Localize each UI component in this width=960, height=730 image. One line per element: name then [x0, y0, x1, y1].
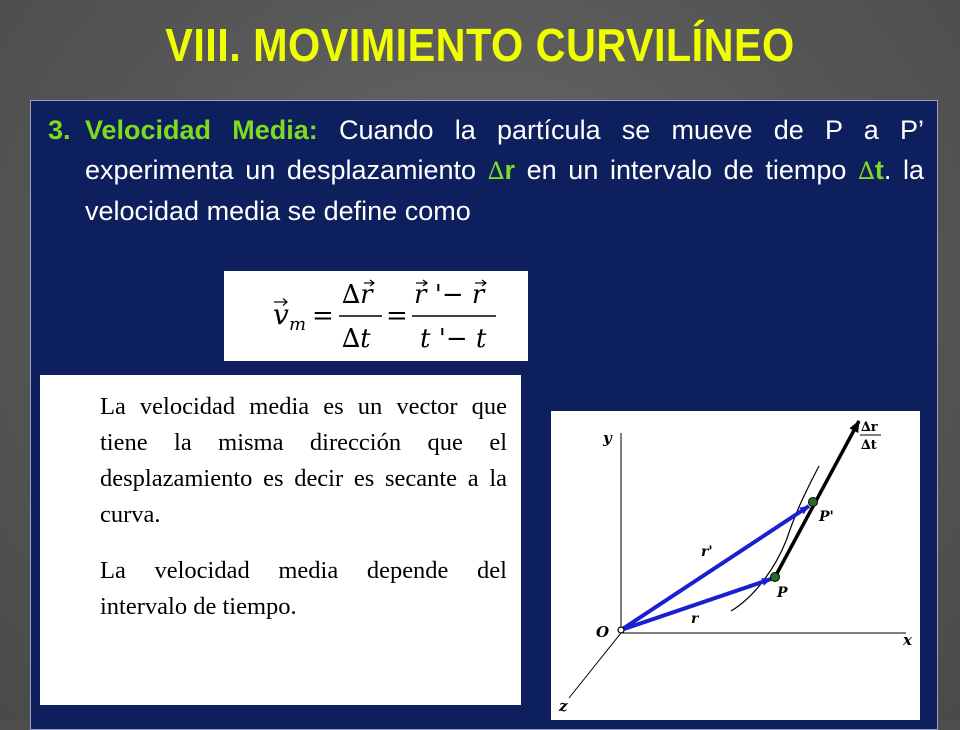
label-origin: O: [596, 623, 610, 641]
delta-t-symbol: ∆t: [858, 155, 884, 185]
formula-frac2-denominator: t '− t: [420, 324, 487, 354]
label-r-prime: r': [701, 544, 713, 560]
delta-glyph: ∆: [487, 157, 505, 185]
item-text-part-3: . la velocidad media se define como: [85, 155, 924, 226]
formula-svg: [224, 271, 528, 361]
figure-box: [551, 411, 920, 720]
label-p-prime: P': [819, 509, 834, 525]
formula-box: [224, 271, 528, 361]
point-p-prime: [809, 498, 818, 507]
list-item-velocidad-media: [48, 110, 924, 231]
label-ratio-numerator: ∆r: [861, 420, 878, 435]
formula-frac1-denominator: ∆t: [342, 324, 371, 354]
item-heading: Velocidad Media:: [85, 115, 318, 145]
origin-point: [618, 627, 624, 633]
label-y: y: [603, 429, 612, 447]
formula-frac2-numerator: r '− r: [414, 280, 485, 310]
explanation-box: [40, 375, 521, 705]
formula-frac1-numerator: ∆r: [342, 280, 373, 310]
label-p: P: [777, 585, 788, 601]
label-ratio-denominator: ∆t: [861, 438, 877, 453]
formula-equals-1: =: [312, 301, 334, 331]
explanation-paragraph-1: La velocidad media es un vector que tiene la misma dirección que el desplazamiento es decir es secante a la curva.: [100, 393, 507, 528]
slide-title: VIII. MOVIMIENTO CURVILÍNEO: [165, 19, 795, 71]
label-r: r: [691, 611, 699, 627]
label-z: z: [559, 697, 568, 715]
z-axis: [569, 633, 621, 698]
item-number: 3.: [48, 115, 71, 145]
formula-lhs-v: v: [273, 298, 289, 331]
formula-lhs-subscript: m: [289, 314, 307, 335]
item-text: [85, 110, 924, 231]
explanation-paragraph-2: La velocidad media depende del intervalo de tiempo.: [100, 557, 507, 620]
vector-diagram: [551, 411, 920, 720]
item-text-part-1: Cuando la partícula se mueve de P a P’ experimenta un desplazamiento: [85, 115, 925, 185]
delta-glyph: ∆: [858, 157, 875, 185]
label-x: x: [903, 631, 912, 649]
point-p: [771, 573, 780, 582]
delta-r-symbol: ∆r: [487, 155, 515, 185]
item-text-part-2: en un intervalo de tiempo: [514, 155, 859, 185]
formula-equals-2: =: [386, 301, 408, 331]
